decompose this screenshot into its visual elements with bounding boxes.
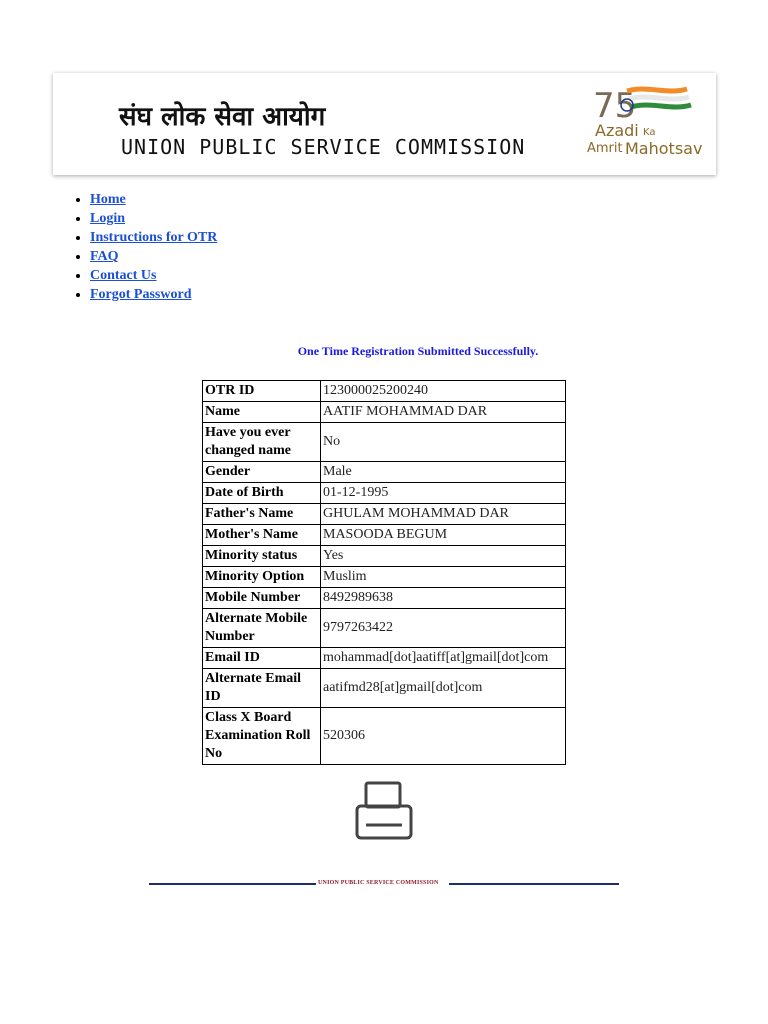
table-row [203,525,566,546]
nav-item-home [90,190,217,209]
row-value: 123000025200240 [321,381,566,402]
azadi-ka-amrit-mahotsav-logo [587,83,711,165]
row-value: 8492989638 [321,588,566,609]
english-title: UNION PUBLIC SERVICE COMMISSION [121,135,526,159]
table-row [203,504,566,525]
table-row [203,648,566,669]
row-value: GHULAM MOHAMMAD DAR [321,504,566,525]
print-button[interactable] [354,780,414,842]
nav-link-forgot-password[interactable]: Forgot Password [90,287,192,302]
table-row [203,423,566,462]
logo-75-flag-icon [587,83,711,123]
nav-item-contact [90,266,217,285]
nav-item-faq [90,247,217,266]
row-label: Have you ever changed name [203,423,321,462]
nav-link-instructions-for-otr[interactable]: Instructions for OTR [90,230,218,245]
row-value: mohammad[dot]aatiff[at]gmail[dot]com [321,648,566,669]
row-value: Muslim [321,567,566,588]
logo-azadi-text: Azadi [595,121,639,140]
row-label: Father's Name [203,504,321,525]
row-label: Minority status [203,546,321,567]
table-row [203,588,566,609]
row-label: Email ID [203,648,321,669]
row-label: Minority Option [203,567,321,588]
table-row [203,567,566,588]
row-label: Date of Birth [203,483,321,504]
row-label: Alternate Mobile Number [203,609,321,648]
table-row [203,402,566,423]
row-value: 01-12-1995 [321,483,566,504]
footer-text: UNION PUBLIC SERVICE COMMISSION [318,880,439,886]
table-row [203,483,566,504]
otr-details-table [202,380,566,765]
row-label: Class X Board Examination Roll No [203,708,321,765]
row-value: Male [321,462,566,483]
footer-rule-left [149,883,316,885]
row-value: MASOODA BEGUM [321,525,566,546]
nav-item-forgot-password [90,285,217,304]
logo-ka-text: Ka [643,127,656,138]
table-row [203,546,566,567]
row-value: AATIF MOHAMMAD DAR [321,402,566,423]
table-row [203,708,566,765]
row-label: OTR ID [203,381,321,402]
footer-rule-right [449,883,619,885]
row-value: No [321,423,566,462]
row-value: 9797263422 [321,609,566,648]
row-value: aatifmd28[at]gmail[dot]com [321,669,566,708]
row-label: Alternate Email ID [203,669,321,708]
row-label: Gender [203,462,321,483]
nav-link-contact-us[interactable]: Contact Us [90,268,157,283]
table-row [203,609,566,648]
svg-text:75: 75 [593,86,637,123]
row-value: Yes [321,546,566,567]
table-row [203,669,566,708]
header-banner [53,73,716,175]
table-row [203,381,566,402]
row-label: Mobile Number [203,588,321,609]
nav-item-instructions [90,228,217,247]
table-row [203,462,566,483]
nav-link-login[interactable]: Login [90,211,126,226]
printer-icon [354,780,414,842]
row-label: Name [203,402,321,423]
logo-amrit-text: Amrit [587,141,623,156]
success-message: One Time Registration Submitted Successfully. [297,344,539,358]
nav-item-login [90,209,217,228]
nav-link-home[interactable]: Home [90,192,126,207]
nav-link-faq[interactable]: FAQ [90,249,119,264]
main-nav [72,190,217,304]
hindi-title: संघ लोक सेवा आयोग [119,102,326,132]
row-value: 520306 [321,708,566,765]
logo-mahotsav-text: Mahotsav [625,139,703,158]
row-label: Mother's Name [203,525,321,546]
